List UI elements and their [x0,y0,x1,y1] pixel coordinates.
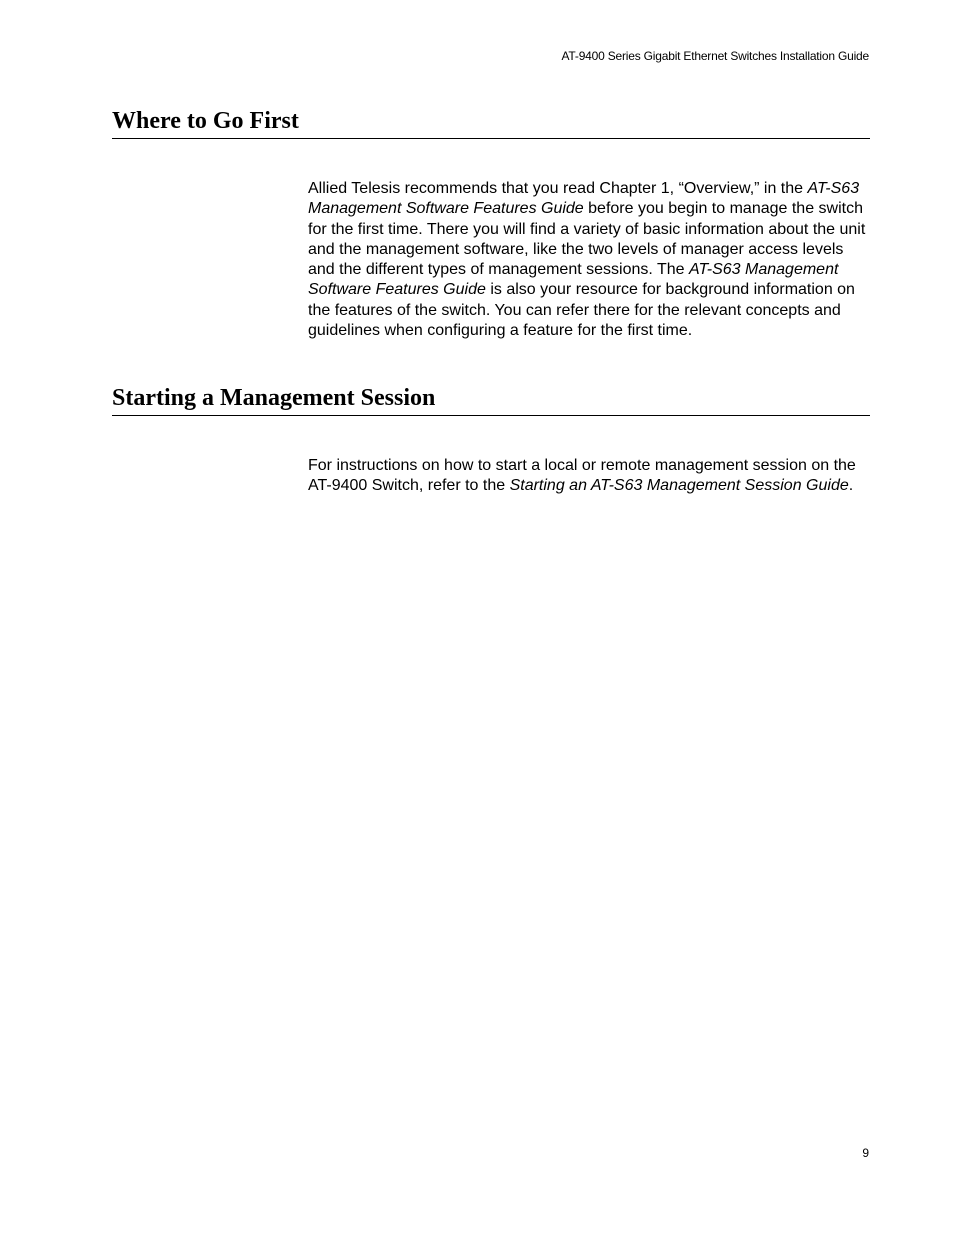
section-heading-starting-management-session: Starting a Management Session [112,384,870,416]
guide-title-reference: AT-S63 Management Software Features Guide [308,180,860,218]
running-header: AT-9400 Series Gigabit Ethernet Switches Installation Guide [561,49,869,63]
paragraph-text: Allied Telesis recommends that you read Chapter 1, “Overview,” in the [308,180,808,197]
paragraph-text: before you begin to manage the switch for the first time. There you will find a variety of basic information about the unit and the management software, like the two levels of manager access levels and the different types of management sessions. The [308,200,866,279]
page-number: 9 [862,1146,869,1160]
guide-title-reference: Starting an AT-S63 Management Session Guide [509,477,849,495]
paragraph-starting-management-session [308,456,870,497]
paragraph-text: is also your resource for background information on the features of the switch. You can refer there for the relevant concepts and guidelines when configuring a feature for the first time. [308,281,855,340]
section-heading-where-to-go-first: Where to Go First [112,107,870,139]
paragraph-text: . [848,477,854,495]
paragraph-text: For instructions on how to start a local or remote management session on the AT-9400 Switch, refer to the [308,457,856,495]
paragraph-where-to-go-first [308,179,870,341]
guide-title-reference: AT-S63 Management Software Features Guide [308,261,839,299]
